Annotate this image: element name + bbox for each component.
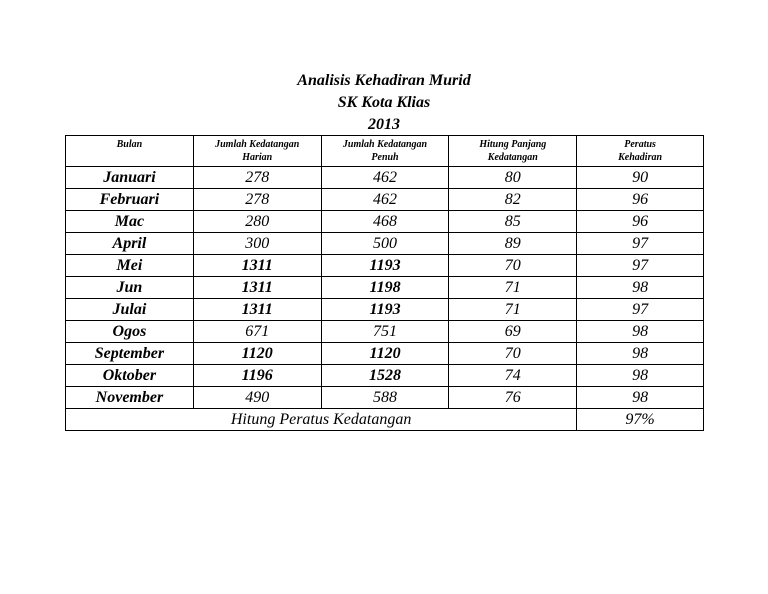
table-row	[66, 299, 704, 321]
harian-cell: 300	[193, 233, 321, 255]
peratus-cell: 98	[577, 277, 704, 299]
harian-cell: 1311	[193, 255, 321, 277]
header-peratus: Peratus Kehadiran	[577, 136, 704, 167]
penuh-cell: 1193	[321, 299, 449, 321]
penuh-cell: 1198	[321, 277, 449, 299]
month-cell: November	[66, 387, 194, 409]
table-row	[66, 343, 704, 365]
document-title	[0, 70, 768, 136]
harian-cell: 278	[193, 189, 321, 211]
month-cell: Julai	[66, 299, 194, 321]
hitung-cell: 71	[449, 299, 577, 321]
hitung-cell: 80	[449, 167, 577, 189]
hitung-cell: 71	[449, 277, 577, 299]
penuh-cell: 1528	[321, 365, 449, 387]
hitung-cell: 70	[449, 255, 577, 277]
penuh-cell: 751	[321, 321, 449, 343]
harian-cell: 1196	[193, 365, 321, 387]
header-jumlah-harian: Jumlah Kedatangan Harian	[193, 136, 321, 167]
month-cell: Mei	[66, 255, 194, 277]
month-cell: Januari	[66, 167, 194, 189]
penuh-cell: 588	[321, 387, 449, 409]
peratus-cell: 98	[577, 343, 704, 365]
hitung-cell: 85	[449, 211, 577, 233]
title-line-1: Analisis Kehadiran Murid	[297, 72, 471, 89]
title-line-2: SK Kota Klias	[337, 94, 431, 111]
harian-cell: 490	[193, 387, 321, 409]
hitung-cell: 74	[449, 365, 577, 387]
title-line-3: 2013	[368, 116, 400, 133]
header-hitung-panjang: Hitung Panjang Kedatangan	[449, 136, 577, 167]
month-cell: Jun	[66, 277, 194, 299]
month-cell: April	[66, 233, 194, 255]
harian-cell: 1311	[193, 299, 321, 321]
table-row	[66, 387, 704, 409]
header-jumlah-penuh: Jumlah Kedatangan Penuh	[321, 136, 449, 167]
peratus-cell: 97	[577, 299, 704, 321]
harian-cell: 278	[193, 167, 321, 189]
penuh-cell: 500	[321, 233, 449, 255]
peratus-cell: 90	[577, 167, 704, 189]
table-body	[66, 167, 704, 409]
penuh-cell: 462	[321, 167, 449, 189]
attendance-table	[65, 135, 704, 431]
harian-cell: 1120	[193, 343, 321, 365]
table-row	[66, 167, 704, 189]
penuh-cell: 462	[321, 189, 449, 211]
peratus-cell: 98	[577, 365, 704, 387]
table-header-row	[66, 136, 704, 167]
peratus-cell: 96	[577, 189, 704, 211]
table-row	[66, 277, 704, 299]
harian-cell: 1311	[193, 277, 321, 299]
month-cell: Mac	[66, 211, 194, 233]
hitung-cell: 70	[449, 343, 577, 365]
month-cell: September	[66, 343, 194, 365]
table-row	[66, 233, 704, 255]
peratus-cell: 98	[577, 387, 704, 409]
table-row	[66, 211, 704, 233]
header-bulan: Bulan	[66, 136, 194, 167]
month-cell: Februari	[66, 189, 194, 211]
penuh-cell: 1120	[321, 343, 449, 365]
peratus-cell: 97	[577, 255, 704, 277]
hitung-cell: 69	[449, 321, 577, 343]
hitung-cell: 76	[449, 387, 577, 409]
peratus-cell: 97	[577, 233, 704, 255]
peratus-cell: 98	[577, 321, 704, 343]
table-footer-row	[66, 409, 704, 431]
table-row	[66, 365, 704, 387]
harian-cell: 671	[193, 321, 321, 343]
hitung-cell: 89	[449, 233, 577, 255]
table-row	[66, 321, 704, 343]
table-row	[66, 255, 704, 277]
penuh-cell: 468	[321, 211, 449, 233]
table-row	[66, 189, 704, 211]
month-cell: Ogos	[66, 321, 194, 343]
footer-label: Hitung Peratus Kedatangan	[66, 409, 577, 431]
footer-value: 97%	[577, 409, 704, 431]
harian-cell: 280	[193, 211, 321, 233]
month-cell: Oktober	[66, 365, 194, 387]
penuh-cell: 1193	[321, 255, 449, 277]
hitung-cell: 82	[449, 189, 577, 211]
peratus-cell: 96	[577, 211, 704, 233]
